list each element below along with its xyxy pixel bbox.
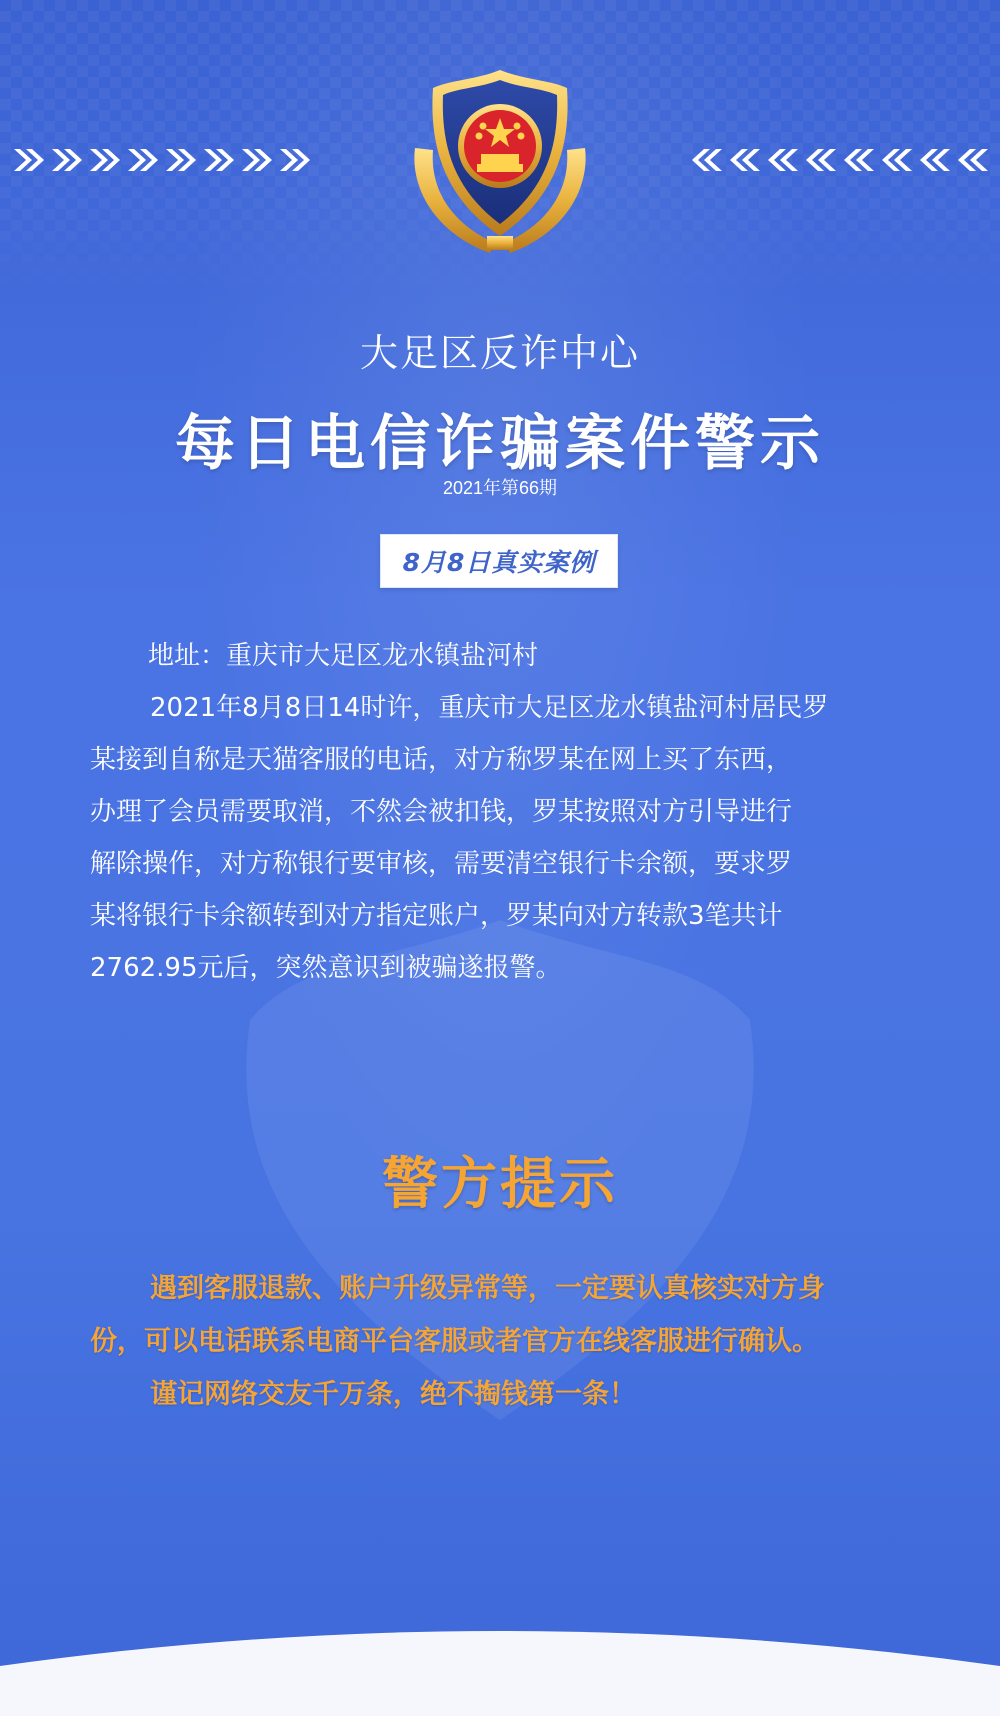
tip-line: 份，可以电话联系电商平台客服或者官方在线客服进行确认。 [90, 1326, 819, 1357]
bottom-wave [0, 1606, 1000, 1716]
case-line: 2762.95元后，突然意识到被骗遂报警。 [90, 953, 562, 983]
right-chevron-row [692, 145, 990, 175]
chevron-right-icon [240, 145, 272, 175]
chevron-right-icon [278, 145, 310, 175]
case-line: 某将银行卡余额转到对方指定账户，罗某向对方转款3笔共计 [90, 901, 783, 931]
left-chevron-row [12, 145, 310, 175]
chevron-right-icon [50, 145, 82, 175]
case-address: 地址：重庆市大足区龙水镇盐河村 [148, 641, 539, 671]
page-title: 每日电信诈骗案件警示 [175, 409, 825, 479]
org-title: 大足区反诈中心 [359, 331, 640, 375]
case-line: 某接到自称是天猫客服的电话，对方称罗某在网上买了东西， [90, 745, 793, 775]
chevron-right-icon [202, 145, 234, 175]
case-line: 解除操作，对方称银行要审核，需要清空银行卡余额，要求罗 [90, 849, 793, 879]
police-tip-heading: 警方提示 [382, 1152, 618, 1217]
chevron-left-icon [958, 145, 990, 175]
chevron-left-icon [882, 145, 914, 175]
date-badge [380, 534, 618, 588]
police-tip-text [90, 1262, 940, 1421]
chevron-left-icon [692, 145, 724, 175]
tip-line: 遇到客服退款、账户升级异常等，一定要认真核实对方身 [150, 1273, 825, 1304]
chevron-left-icon [920, 145, 952, 175]
case-description [90, 630, 930, 994]
issue-number: 2021年第66期 [442, 478, 558, 498]
chevron-left-icon [806, 145, 838, 175]
police-emblem-icon [395, 58, 605, 268]
chevron-left-icon [730, 145, 762, 175]
case-line: 2021年8月8日14时许，重庆市大足区龙水镇盐河村居民罗 [150, 693, 829, 723]
case-line: 办理了会员需要取消，不然会被扣钱，罗某按照对方引导进行 [90, 797, 793, 827]
chevron-right-icon [88, 145, 120, 175]
chevron-left-icon [768, 145, 800, 175]
tip-line: 谨记网络交友千万条，绝不掏钱第一条！ [150, 1379, 636, 1410]
chevron-left-icon [844, 145, 876, 175]
chevron-right-icon [126, 145, 158, 175]
chevron-right-icon [12, 145, 44, 175]
chevron-right-icon [164, 145, 196, 175]
date-badge-label: 8月8日真实案例 [402, 548, 596, 577]
